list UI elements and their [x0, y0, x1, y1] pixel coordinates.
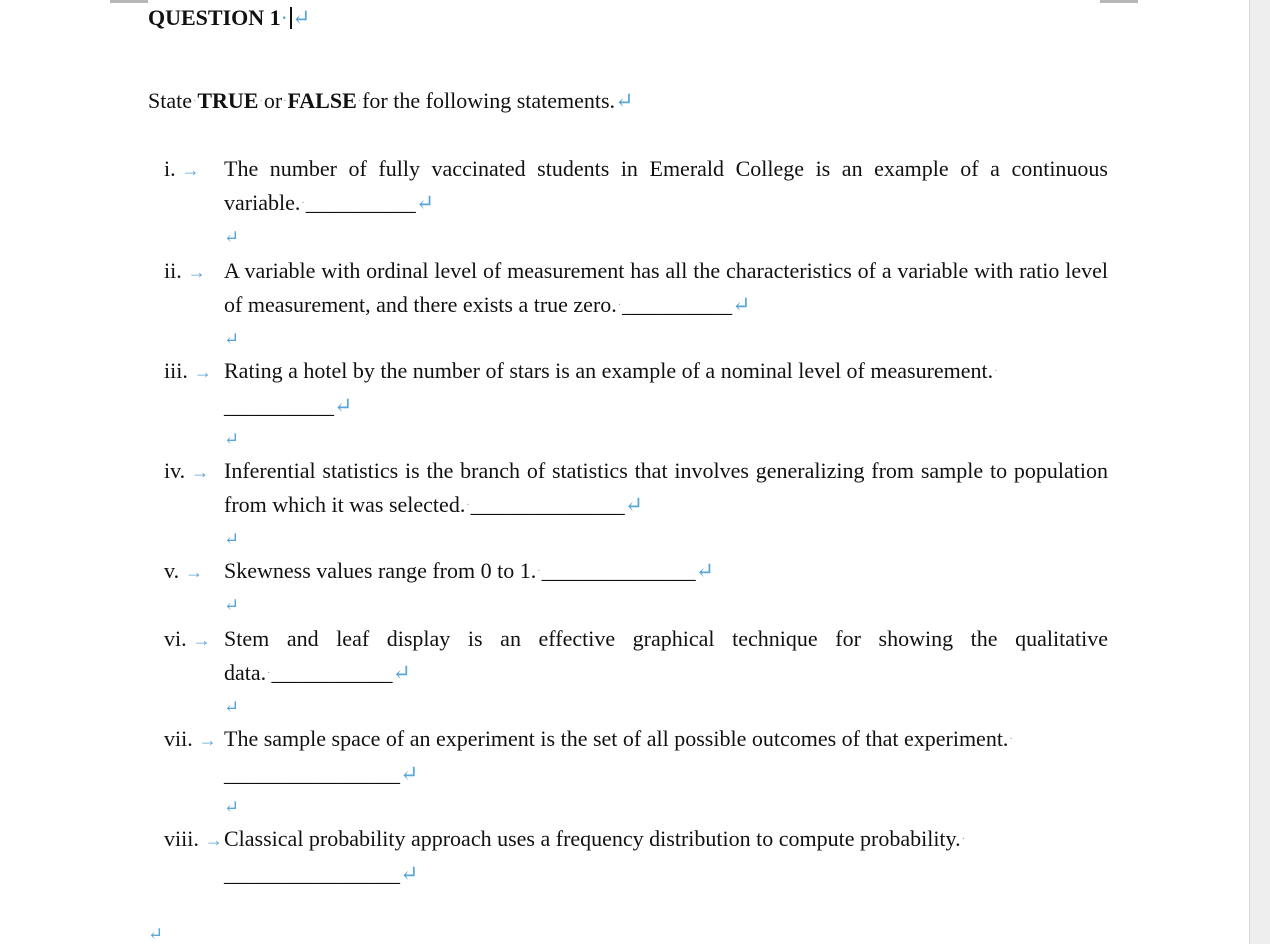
paragraph-mark-icon: ↵ [415, 190, 435, 215]
item-text [224, 454, 1108, 523]
statement-item [164, 554, 1110, 622]
item-text [224, 822, 1108, 891]
statement-text: Skewness values range from 0 to 1. [224, 558, 537, 583]
statement-item [164, 152, 1110, 252]
numeral-text: v. [164, 558, 180, 583]
statement-text: Stem and leaf display is an effective graphical technique for showing the qualitative data. [224, 626, 1108, 685]
statement-text: Classical probability approach uses a frequency distribution to compute probability. [224, 826, 961, 851]
item-text [224, 622, 1108, 691]
space-mark: · [537, 566, 541, 577]
statement-text: Rating a hotel by the number of stars is an example of a nominal level of measurement. [224, 358, 994, 383]
space-mark: · [466, 500, 470, 511]
paragraph-mark-icon: ↵ [224, 329, 240, 349]
paragraph-mark-icon: ↵ [291, 5, 311, 30]
instructions [148, 88, 634, 114]
instructions-true-word: TRUE [197, 88, 259, 113]
space-mark: · [267, 668, 271, 679]
instructions-prefix: State [148, 88, 192, 113]
paragraph-mark-icon: ↵ [334, 393, 353, 418]
tab-arrow-icon: → [198, 730, 217, 750]
space-mark: · [259, 96, 263, 107]
item-numeral [164, 822, 223, 857]
paragraph-mark-icon: · [280, 5, 288, 30]
answer-blank[interactable]: ________________ [224, 861, 400, 886]
item-numeral [164, 554, 203, 589]
item-numeral [164, 254, 206, 289]
answer-blank[interactable]: ______________ [541, 558, 696, 583]
space-mark: · [1009, 734, 1013, 745]
numeral-text: ii. [164, 258, 182, 283]
statement-item [164, 254, 1110, 354]
space-mark: · [357, 96, 362, 107]
item-numeral [164, 722, 217, 757]
statement-item [164, 822, 1110, 892]
paragraph-mark-icon: ↵ [148, 924, 164, 944]
statement-text: A variable with ordinal level of measurement has all the characteristics of a variable with ratio level of measurement, and there exists a true zero. [224, 258, 1108, 317]
statement-item [164, 454, 1110, 554]
item-text [224, 254, 1108, 323]
tab-arrow-icon: → [192, 630, 211, 650]
item-numeral [164, 454, 209, 489]
question-heading [148, 5, 310, 31]
item-text [224, 152, 1108, 221]
page-corner-right [1100, 0, 1138, 3]
item-text [224, 554, 1108, 589]
item-numeral [164, 152, 200, 187]
space-mark: · [193, 96, 197, 107]
tab-arrow-icon: → [204, 830, 223, 850]
numeral-text: iv. [164, 458, 186, 483]
tab-arrow-icon: → [187, 262, 206, 282]
paragraph-mark-icon: ↵ [224, 429, 240, 449]
answer-blank[interactable]: __________ [224, 393, 334, 418]
item-numeral [164, 354, 212, 389]
paragraph-mark-icon: ↵ [615, 88, 634, 113]
space-mark: · [617, 300, 622, 311]
paragraph-mark-icon: ↵ [400, 761, 419, 786]
page-gutter [1249, 0, 1270, 944]
tab-arrow-icon: → [185, 562, 204, 582]
space-mark: · [283, 96, 287, 107]
numeral-text: iii. [164, 358, 188, 383]
item-text [224, 354, 1108, 423]
answer-blank[interactable]: __________ [305, 190, 416, 215]
numeral-text: vii. [164, 726, 193, 751]
paragraph-mark-icon: ↵ [695, 558, 714, 583]
page-corner-left [110, 0, 148, 3]
paragraph-mark-icon: ↵ [224, 529, 240, 549]
tab-arrow-icon: → [181, 160, 200, 180]
tab-arrow-icon: → [193, 362, 212, 382]
paragraph-mark-icon: ↵ [392, 660, 411, 685]
paragraph-mark-icon: ↵ [624, 492, 644, 517]
statement-item [164, 722, 1110, 822]
statement-text: Inferential statistics is the branch of statistics that involves generalizing from sample to population from which it was selected. [224, 458, 1108, 517]
paragraph-mark-icon: ↵ [224, 797, 240, 817]
item-numeral [164, 622, 211, 657]
statement-text: The number of fully vaccinated students in Emerald College is an example of a continuous variable. [224, 156, 1108, 215]
statement-item [164, 354, 1110, 454]
statement-item [164, 622, 1110, 722]
answer-blank[interactable]: ___________ [271, 660, 393, 685]
space-mark: · [961, 834, 965, 845]
space-mark: · [301, 198, 305, 209]
paragraph-mark-icon: ↵ [732, 292, 751, 317]
paragraph-mark-icon: ↵ [224, 595, 240, 615]
instructions-suffix: for the following statements. [362, 88, 616, 113]
answer-blank[interactable]: __________ [622, 292, 733, 317]
answer-blank[interactable]: ______________ [470, 492, 625, 517]
question-title-text: QUESTION 1 [148, 5, 281, 30]
space-mark: · [994, 366, 998, 377]
tab-arrow-icon: → [191, 462, 210, 482]
instructions-or-word: or [263, 88, 283, 113]
numeral-text: i. [164, 156, 176, 181]
numeral-text: vi. [164, 626, 187, 651]
numeral-text: viii. [164, 826, 199, 851]
paragraph-mark-icon: ↵ [224, 697, 240, 717]
answer-blank[interactable]: ________________ [224, 761, 400, 786]
statement-text: The sample space of an experiment is the set of all possible outcomes of that experiment. [224, 726, 1009, 751]
item-text [224, 722, 1108, 791]
paragraph-mark-icon: ↵ [400, 861, 419, 886]
instructions-false-word: FALSE [287, 88, 357, 113]
paragraph-mark-icon: ↵ [224, 227, 240, 247]
